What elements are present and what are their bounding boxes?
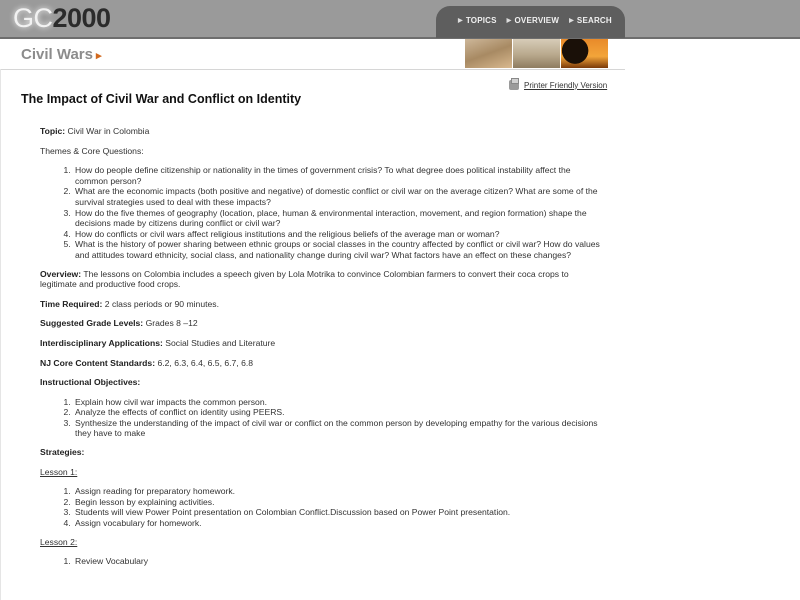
- list-item: 2. Analyze the effects of conflict on identity using PEERS.: [73, 407, 600, 418]
- strategies-heading: [40, 447, 600, 458]
- list-item: 2. What are the economic impacts (both positive and negative) of domestic conflict or civil war on the average citizen? What are some of the survival strategies used to deal with these impacts?: [73, 186, 600, 207]
- objectives-list: [40, 397, 600, 439]
- topic-line: [40, 126, 600, 137]
- list-item: 5. What is the history of power sharing between ethnic groups or social classes in the country affected by conflict or civil war? How do values and attitudes toward ethnicity, social class, and nationality change during civil war? What factors have an effect on these changes?: [73, 239, 600, 260]
- grade-levels-line: [40, 318, 600, 329]
- page-title: The Impact of Civil War and Conflict on Identity: [21, 92, 302, 106]
- helicopter-soldiers-photo: [513, 39, 560, 68]
- interdisciplinary-line: [40, 338, 600, 349]
- lesson1-list: [40, 486, 600, 528]
- nav-overview-label: OVERVIEW: [514, 16, 560, 25]
- printer-friendly-link[interactable]: [509, 80, 607, 90]
- nav-search-label: SEARCH: [576, 16, 612, 25]
- grade-levels-label: Suggested Grade Levels:: [40, 318, 144, 329]
- themes-list: [40, 165, 600, 260]
- nav-topics[interactable]: [458, 16, 497, 25]
- lesson2-title: Lesson 2:: [40, 536, 78, 547]
- tank-photo: [465, 39, 512, 68]
- list-item: 1. Review Vocabulary: [73, 556, 600, 567]
- list-item: 3. How do the five themes of geography (location, place, human & environmental interaction, movement, and region formation) shape the decisions made by citizens during conflict or civil war?: [73, 208, 600, 229]
- overview-value: The lessons on Colombia includes a speech given by Lola Motrika to convince Colombian farmers to convert their coca crops to legitimate and productive food crops.: [40, 268, 569, 290]
- standards-line: [40, 358, 600, 369]
- lesson1-heading: [40, 467, 600, 478]
- printer-icon: [509, 80, 519, 90]
- triangle-right-icon: ▶: [458, 18, 463, 24]
- standards-label: NJ Core Content Standards:: [40, 357, 156, 368]
- grade-levels-value: Grades 8 –12: [145, 318, 198, 329]
- lesson1-title: Lesson 1:: [40, 466, 78, 477]
- overview-line: [40, 269, 600, 290]
- interdisciplinary-label: Interdisciplinary Applications:: [40, 337, 163, 348]
- lesson-content: [40, 126, 600, 575]
- section-title-text: Civil Wars: [21, 46, 93, 63]
- time-required-value: 2 class periods or 90 minutes.: [104, 298, 219, 309]
- arrow-right-icon: ▸: [95, 50, 102, 62]
- list-item: 4. Assign vocabulary for homework.: [73, 518, 600, 529]
- nav-topics-label: TOPICS: [465, 16, 497, 25]
- silhouette-sunset-photo: [561, 39, 608, 68]
- list-item: 1. Assign reading for preparatory homework.: [73, 486, 600, 497]
- topic-label: Topic:: [40, 126, 66, 136]
- standards-value: 6.2, 6.3, 6.4, 6.5, 6.7, 6.8: [157, 357, 254, 368]
- list-item: 3. Synthesize the understanding of the impact of civil war or conflict on the common person by developing empathy for the various decisions they have to make: [73, 418, 600, 439]
- list-item: 3. Students will view Power Point presentation on Colombian Conflict.Discussion based on Power Point presentation.: [73, 507, 600, 518]
- interdisciplinary-value: Social Studies and Literature: [165, 337, 276, 348]
- topic-value: Civil War in Colombia: [67, 126, 150, 136]
- logo-2000: 2000: [52, 3, 111, 33]
- objectives-heading-text: Instructional Objectives:: [40, 377, 141, 388]
- list-item: 1. Explain how civil war impacts the common person.: [73, 397, 600, 408]
- site-header: [0, 0, 800, 39]
- strategies-heading-text: Strategies:: [40, 447, 85, 458]
- nav-overview[interactable]: [507, 16, 559, 25]
- nav-search[interactable]: [569, 16, 612, 25]
- list-item: 1. How do people define citizenship or nationality in the times of government crisis? To what degree does political instability affect the common person?: [73, 165, 600, 186]
- overview-label: Overview:: [40, 268, 82, 279]
- themes-heading: Themes & Core Questions:: [40, 145, 144, 156]
- triangle-right-icon: ▶: [506, 18, 512, 24]
- section-title[interactable]: [21, 46, 102, 63]
- logo-gc: GC: [13, 3, 53, 33]
- list-item: 4. How do conflicts or civil wars affect religious institutions and the religious beliefs of the average man or woman?: [73, 229, 600, 240]
- triangle-right-icon: ▶: [569, 18, 574, 24]
- gc2000-logo[interactable]: [13, 3, 111, 33]
- time-required-label: Time Required:: [40, 298, 103, 309]
- header-photo-strip: [465, 39, 608, 68]
- time-required-line: [40, 299, 600, 310]
- top-nav: [436, 6, 625, 38]
- left-border: [0, 69, 1, 600]
- objectives-heading: [40, 377, 600, 388]
- lesson2-list: [40, 556, 600, 567]
- printer-friendly-label[interactable]: Printer Friendly Version: [524, 80, 608, 90]
- lesson2-heading: [40, 537, 600, 548]
- list-item: 2. Begin lesson by explaining activities.: [73, 497, 600, 508]
